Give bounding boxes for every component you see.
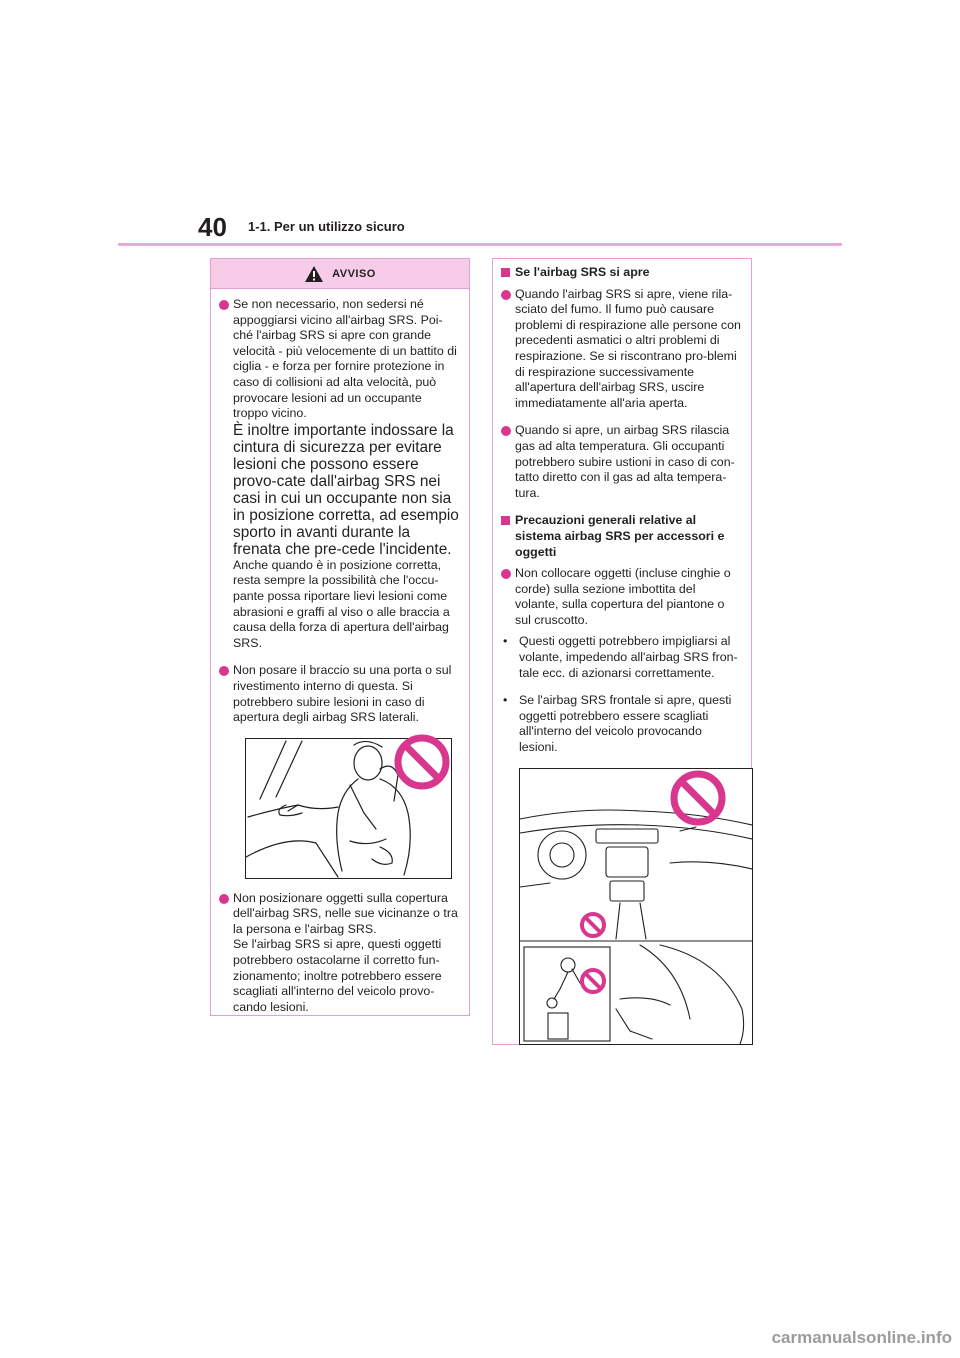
- right-bullet-1-text: Questi oggetti potrebbero impigliarsi al volante, impedendo all'airbag SRS fron-tale ecc. di azionarsi correttamente.: [519, 634, 738, 680]
- right-item-smoke-text: Quando l'airbag SRS si apre, viene rila-sciato del fumo. Il fumo può causare problemi di respirazione alle persone con precedenti asmatici o altri problemi di respirazione. Se si riscontrano pro-blemi di respirazione successivamente all'apertura dell'airbag SRS, uscire immediatamente all'aria aperta.: [515, 286, 741, 410]
- section-1-heading: Se l'airbag SRS si apre: [515, 265, 650, 279]
- header-rule: [118, 243, 842, 246]
- bullet-dot-icon: [219, 894, 229, 904]
- bullet-dot-icon: [501, 569, 511, 579]
- right-item-smoke: [501, 287, 741, 412]
- bullet-dot-icon: [219, 666, 229, 676]
- warning-item-3-followup: Se l'airbag SRS si apre, questi oggetti potrebbero ostacolarne il corretto fun-zionamento; inoltre potrebbero essere scagliati all'interno del veicolo provo-cando lesioni.: [233, 937, 442, 1014]
- bullet-dot-icon: [501, 290, 511, 300]
- right-bullet-1: [501, 634, 741, 681]
- warning-item-1-text: Se non necessario, non sedersi né appoggiarsi vicino all'airbag SRS. Poi-ché l'airbag SRS si apre con grande velocità - più velocemente di un battito di ciglia - e forza per fornire protezione in caso di collisioni ad alta velocità, può provocare lesioni ad un occupante troppo vicino.: [233, 297, 457, 421]
- right-bullet-2-text: Se l'airbag SRS frontale si apre, questi oggetti potrebbero essere scagliati all'interno del veicolo provocando lesioni.: [519, 693, 732, 755]
- watermark: carmanualsonline.info: [771, 1328, 952, 1347]
- section-2-heading: Precauzioni generali relative al sistema airbag SRS per accessori e oggetti: [515, 513, 725, 559]
- bullet-symbol: •: [503, 693, 508, 708]
- warning-item-1-emphasis: È inoltre importante indossare la cintura di sicurezza per evitare lesioni che possono essere provo-cate dall'airbag SRS nei casi in cui un occupante non sia in posizione corretta, ad esempio sporto in avanti durante la frenata che pre-cede l'incidente.: [233, 421, 459, 558]
- warning-item-3: [219, 891, 459, 1016]
- prohibition-icon: [578, 966, 608, 996]
- section-heading-precautions: [501, 513, 741, 560]
- warning-triangle-icon: [304, 265, 324, 283]
- warning-header: [211, 259, 469, 289]
- right-bullet-2: [501, 693, 741, 755]
- warning-box: [210, 258, 470, 1016]
- right-item-hot-gas: [501, 423, 741, 501]
- warning-label: AVVISO: [332, 267, 376, 280]
- section-square-icon: [501, 268, 510, 277]
- section-heading-airbag-opens: [501, 265, 741, 281]
- bullet-dot-icon: [219, 300, 229, 310]
- right-column-box: [492, 258, 752, 1045]
- right-item-hot-gas-text: Quando si apre, un airbag SRS rilascia gas ad alta temperatura. Gli occupanti potrebbero subire ustioni in caso di con-tatto diretto con il gas ad alta tempera-tura.: [515, 423, 735, 500]
- bullet-dot-icon: [501, 426, 511, 436]
- warning-item-2: [219, 663, 459, 725]
- section-title: 1-1. Per un utilizzo sicuro: [248, 219, 405, 234]
- warning-item-3-text: Non posizionare oggetti sulla copertura dell'airbag SRS, nelle sue vicinanze o tra la persona e l'airbag SRS.: [233, 890, 458, 936]
- right-item-objects: [501, 566, 741, 628]
- page-number: 40: [198, 212, 227, 242]
- warning-item-1-followup: Anche quando è in posizione corretta, resta sempre la possibilità che l'occu-pante possa riportare lievi lesioni come abrasioni e graffi al viso o alle braccia a causa della forza di apertura dell'airbag SRS.: [233, 557, 450, 650]
- bullet-symbol: •: [503, 634, 508, 649]
- prohibition-icon: [578, 910, 608, 940]
- warning-item-2-text: Non posare il braccio su una porta o sul rivestimento interno di questa. Si potrebbero subire lesioni in caso di apertura degli airbag SRS laterali.: [233, 663, 452, 725]
- section-square-icon: [501, 516, 510, 525]
- prohibition-icon: [668, 768, 728, 828]
- right-item-objects-text: Non collocare oggetti (incluse cinghie o corde) sulla sezione imbottita del volante, sulla copertura del piantone o sul cruscotto.: [515, 566, 731, 627]
- warning-item-1: [219, 297, 459, 651]
- prohibition-icon: [392, 732, 452, 792]
